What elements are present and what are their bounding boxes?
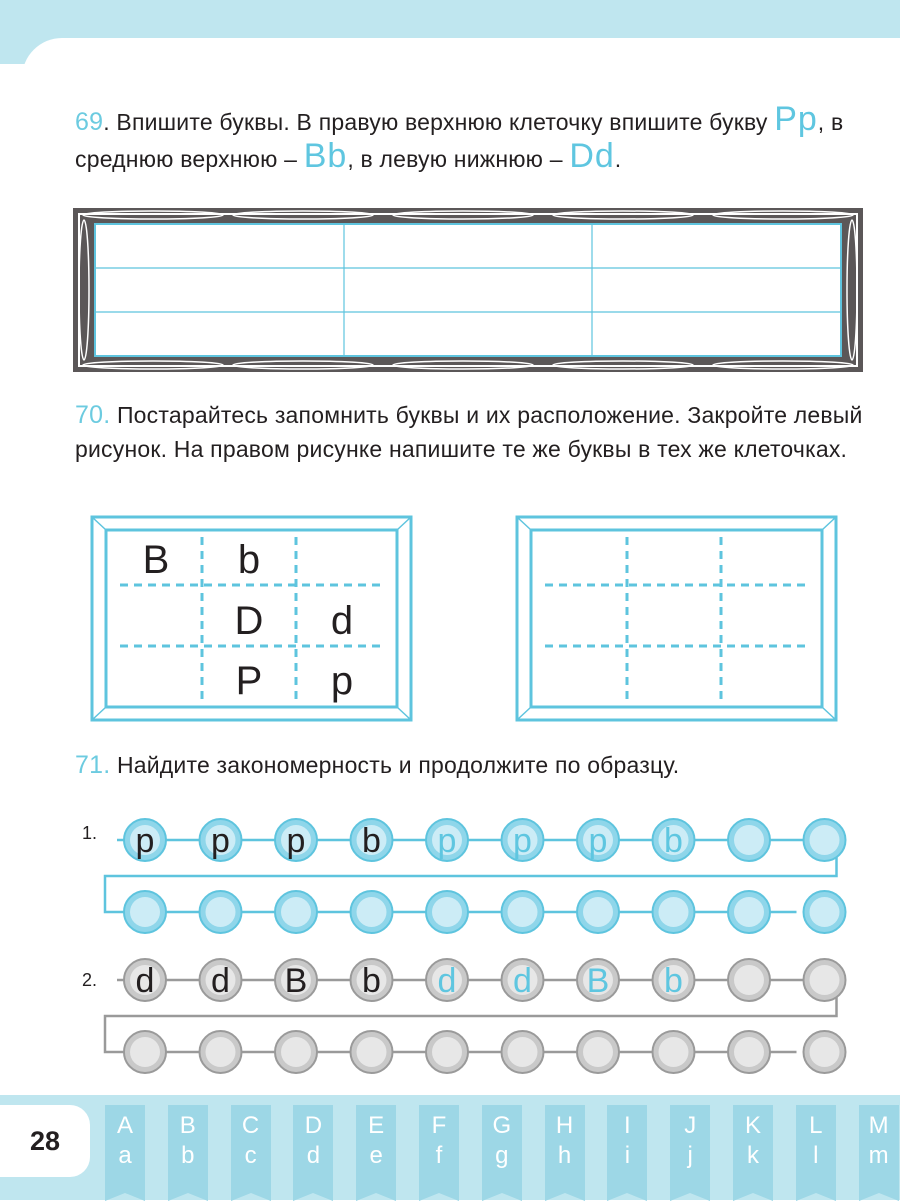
- alphabet-lower: b: [181, 1142, 195, 1169]
- bead-highlight: [583, 1037, 613, 1067]
- alphabet-lower: d: [306, 1142, 321, 1169]
- task-69-sample-bb: Bb: [303, 137, 348, 175]
- bead-row-2-label: 2.: [82, 970, 98, 990]
- alphabet-tab: [796, 1105, 836, 1193]
- alphabet-lower: m: [868, 1142, 889, 1169]
- alphabet-lower: f: [435, 1142, 443, 1169]
- bead-letter: B: [586, 962, 610, 1000]
- bead-highlight: [734, 965, 764, 995]
- alphabet-lower: k: [747, 1142, 759, 1169]
- alphabet-lower: a: [118, 1142, 132, 1169]
- task-70-right-grid[interactable]: [515, 515, 838, 722]
- alphabet-upper: B: [179, 1112, 196, 1139]
- task-69-text-2: , в среднюю верхнюю –: [75, 109, 844, 172]
- task-69-sample-pp: Pp: [774, 100, 818, 138]
- bead-row-1-label: 1.: [82, 823, 98, 843]
- task-71-instruction: [75, 748, 875, 782]
- grid-letter: P: [235, 659, 263, 703]
- task-70-text: Постарайтесь запомнить буквы и их расположение. Закройте левый рисунок. На правом рисунке напишите те же буквы в тех же клеточках.: [75, 402, 863, 462]
- bead-highlight: [432, 897, 462, 927]
- alphabet-upper: J: [684, 1112, 697, 1139]
- bead-highlight: [810, 965, 840, 995]
- bead-letter: p: [135, 822, 155, 860]
- bead-letter: d: [211, 962, 230, 1000]
- bead-letter: p: [513, 822, 532, 860]
- bead-highlight: [281, 897, 311, 927]
- alphabet-upper: G: [492, 1112, 512, 1139]
- alphabet-lower: h: [557, 1142, 572, 1169]
- alphabet-tab: [105, 1105, 145, 1193]
- bead-letter: b: [362, 962, 381, 1000]
- alphabet-tab: [733, 1105, 773, 1193]
- bead-highlight: [583, 897, 613, 927]
- bead-letter: b: [664, 822, 683, 860]
- task-70-number: 70.: [75, 401, 111, 429]
- bead-chains[interactable]: [95, 808, 875, 1078]
- bead-letter: d: [513, 962, 532, 1000]
- bead-highlight: [357, 1037, 387, 1067]
- bead-letter: B: [284, 962, 308, 1000]
- bead-highlight: [206, 897, 236, 927]
- alphabet-lower: i: [624, 1142, 631, 1169]
- task-70-instruction: [75, 398, 875, 466]
- bead-highlight: [810, 1037, 840, 1067]
- alphabet-upper: D: [304, 1112, 323, 1139]
- alphabet-lower: g: [495, 1142, 509, 1169]
- bead-letter: p: [588, 822, 608, 860]
- bead-highlight: [810, 897, 840, 927]
- alphabet-upper: I: [624, 1112, 631, 1139]
- bead-letter: p: [286, 822, 306, 860]
- page-number: 28: [0, 1105, 90, 1177]
- alphabet-tab: [607, 1105, 647, 1193]
- alphabet-tab: [356, 1105, 396, 1193]
- alphabet-upper: E: [368, 1112, 385, 1139]
- bead-letter: b: [664, 962, 683, 1000]
- bead-highlight: [130, 897, 160, 927]
- task-69-text-1: . Впишите буквы. В правую верхнюю клеточку впишите букву: [103, 109, 775, 135]
- alphabet-upper: C: [241, 1112, 260, 1139]
- bead-letter: p: [437, 822, 457, 860]
- bead-highlight: [508, 1037, 538, 1067]
- task-71-number: 71.: [75, 751, 111, 779]
- bead-highlight: [357, 897, 387, 927]
- task-69-text-4: .: [614, 146, 622, 172]
- bead-highlight: [206, 1037, 236, 1067]
- grid-letter: D: [234, 599, 264, 643]
- alphabet-lower: l: [813, 1142, 819, 1169]
- task-69-text-3: , в левую нижнюю –: [347, 146, 570, 172]
- bead-letter: p: [211, 822, 230, 860]
- alphabet-tab: [545, 1105, 585, 1193]
- grid-letter: p: [330, 659, 354, 703]
- bead-highlight: [508, 897, 538, 927]
- alphabet-tab: [670, 1105, 710, 1193]
- bead-highlight: [659, 1037, 689, 1067]
- alphabet-upper: M: [868, 1112, 889, 1139]
- grid-letter: d: [330, 599, 354, 643]
- bead-highlight: [659, 897, 689, 927]
- alphabet-upper: F: [431, 1112, 447, 1139]
- task-71-text: Найдите закономерность и продолжите по образцу.: [116, 752, 680, 778]
- bead-letter: b: [362, 822, 381, 860]
- alphabet-upper: H: [555, 1112, 574, 1139]
- alphabet-tab: [419, 1105, 459, 1193]
- bead-highlight: [432, 1037, 462, 1067]
- alphabet-lower: j: [687, 1142, 693, 1169]
- grid-letter: b: [237, 538, 261, 582]
- alphabet-lower: c: [244, 1142, 257, 1169]
- bead-highlight: [281, 1037, 311, 1067]
- bead-letter: d: [135, 962, 155, 1000]
- task-69-sample-dd: Dd: [569, 137, 615, 175]
- bead-letter: d: [437, 962, 457, 1000]
- bead-highlight: [734, 897, 764, 927]
- alphabet-tab: [859, 1105, 899, 1193]
- bead-highlight: [130, 1037, 160, 1067]
- task-70-left-grid: [90, 515, 413, 722]
- alphabet-upper: K: [744, 1112, 761, 1139]
- alphabet-tab: [231, 1105, 271, 1193]
- alphabet-tab: [168, 1105, 208, 1193]
- task-69-number: 69: [75, 108, 104, 136]
- alphabet-upper: L: [809, 1112, 823, 1139]
- alphabet-lower: e: [369, 1142, 383, 1169]
- alphabet-tab: [482, 1105, 522, 1193]
- task-69-instruction: [75, 102, 875, 176]
- bead-highlight: [810, 825, 840, 855]
- bead-highlight: [734, 1037, 764, 1067]
- alphabet-tab: [293, 1105, 333, 1193]
- alphabet-upper: A: [116, 1112, 133, 1139]
- task-69-writing-frame[interactable]: [73, 208, 863, 372]
- grid-letter: B: [142, 538, 170, 582]
- bead-highlight: [734, 825, 764, 855]
